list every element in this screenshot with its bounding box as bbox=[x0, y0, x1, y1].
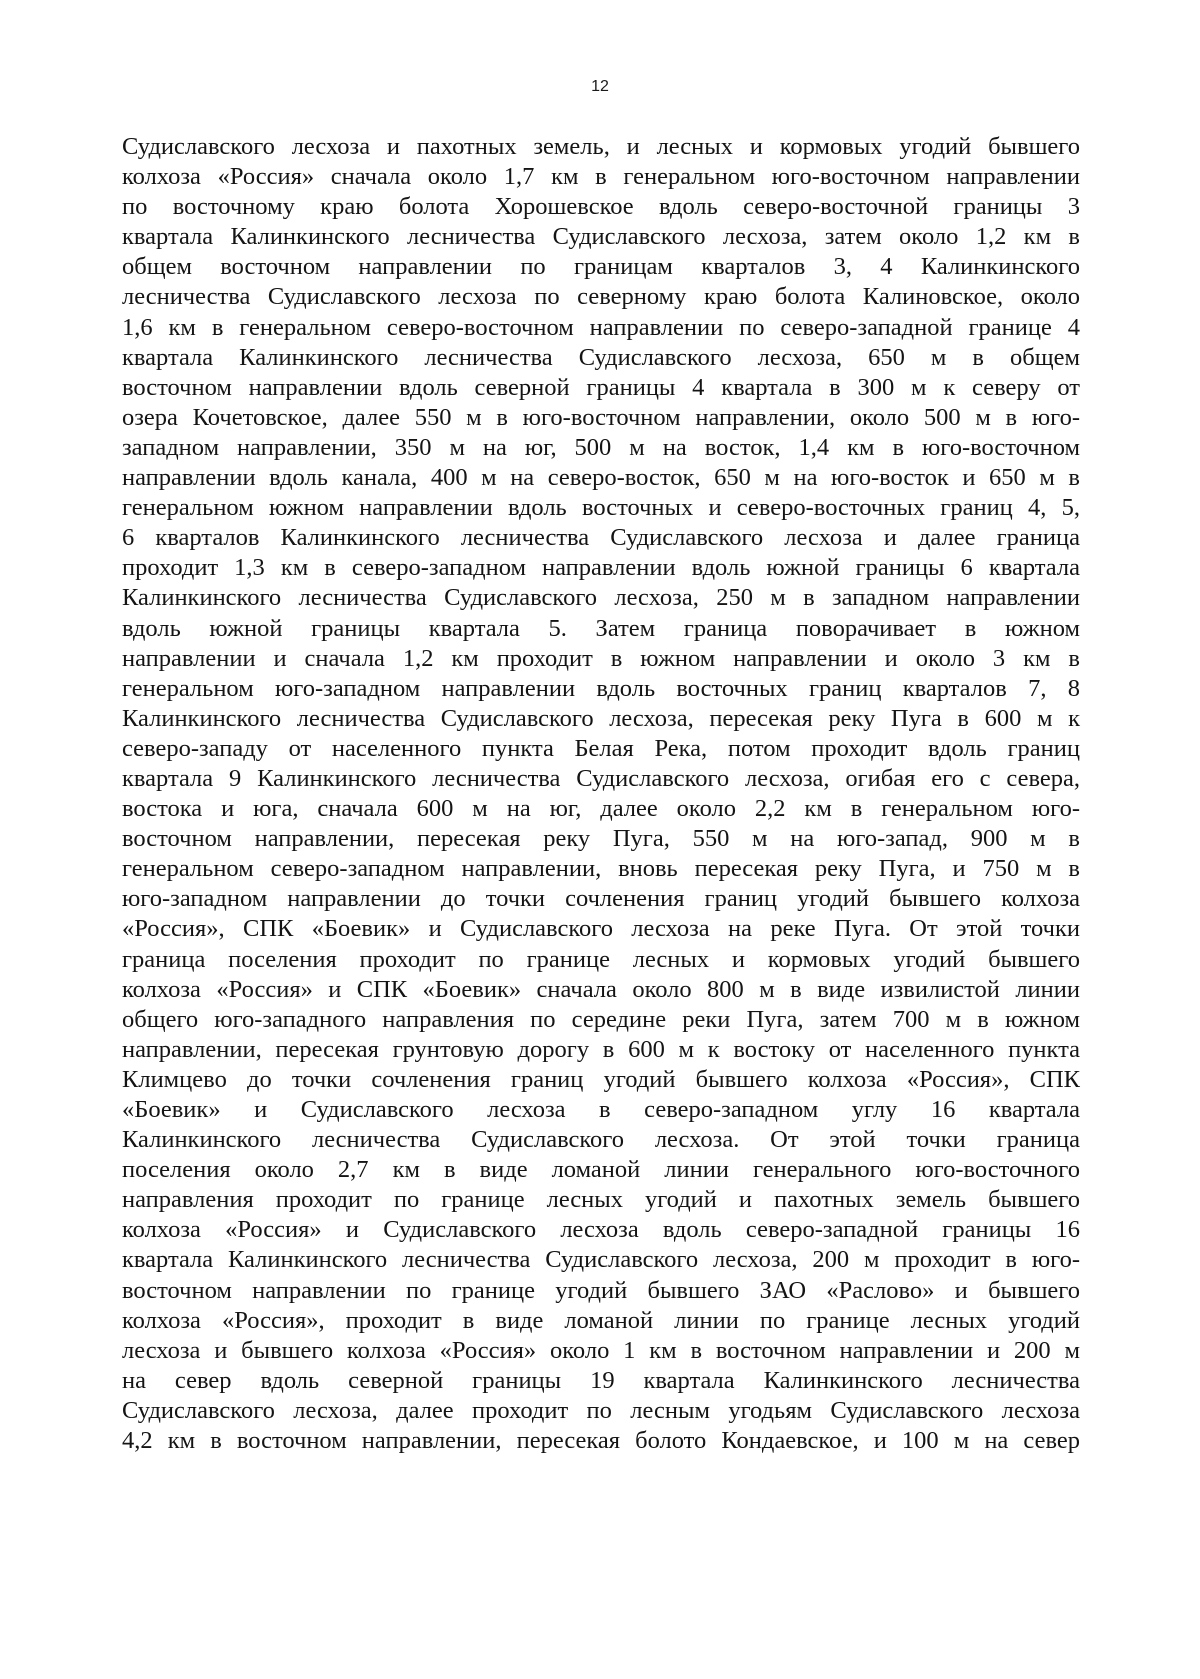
text-line: восточном направлении по границе угодий бывшего ЗАО «Раслово» и бывшего bbox=[122, 1276, 1080, 1304]
text-line: востока и юга, сначала 600 м на юг, далее около 2,2 км в генеральном юго- bbox=[122, 795, 1080, 823]
text-line: генеральном южном направлении вдоль восточных и северо-восточных границ 4, 5, bbox=[122, 494, 1080, 522]
text-line: северо-западу от населенного пункта Белая Река, потом проходит вдоль границ bbox=[122, 734, 1080, 762]
text-line: граница поселения проходит по границе лесных и кормовых угодий бывшего bbox=[122, 945, 1080, 973]
text-line: генеральном юго-западном направлении вдоль восточных границ кварталов 7, 8 bbox=[122, 674, 1080, 702]
text-line: западном направлении, 350 м на юг, 500 м на восток, 1,4 км в юго-восточном bbox=[122, 433, 1080, 461]
text-line: по восточному краю болота Хорошевское вдоль северо-восточной границы 3 bbox=[122, 193, 1080, 221]
text-line: восточном направлении, пересекая реку Пуга, 550 м на юго-запад, 900 м в bbox=[122, 825, 1080, 853]
text-line: Судиславского лесхоза, далее проходит по лесным угодьям Судиславского лесхоза bbox=[122, 1396, 1080, 1424]
text-line: Калинкинского лесничества Судиславского лесхоза, 250 м в западном направлении bbox=[122, 584, 1080, 612]
text-line: Калинкинского лесничества Судиславского лесхоза. От этой точки граница bbox=[122, 1126, 1080, 1154]
text-line: общего юго-западного направления по середине реки Пуга, затем 700 м в южном bbox=[122, 1005, 1080, 1033]
text-line: квартала 9 Калинкинского лесничества Судиславского лесхоза, огибая его с севера, bbox=[122, 764, 1080, 792]
text-line: лесхоза и бывшего колхоза «Россия» около 1 км в восточном направлении и 200 м bbox=[122, 1336, 1080, 1364]
text-line: юго-западном направлении до точки сочленения границ угодий бывшего колхоза bbox=[122, 885, 1080, 913]
text-line: проходит 1,3 км в северо-западном направлении вдоль южной границы 6 квартала bbox=[122, 554, 1080, 582]
text-line: колхоза «Россия» сначала около 1,7 км в генеральном юго-восточном направлении bbox=[122, 163, 1080, 191]
text-line: квартала Калинкинского лесничества Судиславского лесхоза, затем около 1,2 км в bbox=[122, 223, 1080, 251]
text-line: вдоль южной границы квартала 5. Затем граница поворачивает в южном bbox=[122, 614, 1080, 642]
text-line: колхоза «Россия», проходит в виде ломаной линии по границе лесных угодий bbox=[122, 1306, 1080, 1334]
text-line: поселения около 2,7 км в виде ломаной линии генерального юго-восточного bbox=[122, 1156, 1080, 1184]
text-line: 4,2 км в восточном направлении, пересекая болото Кондаевское, и 100 м на север bbox=[122, 1427, 1080, 1455]
text-line: направлении, пересекая грунтовую дорогу в 600 м к востоку от населенного пункта bbox=[122, 1035, 1080, 1063]
text-line: колхоза «Россия» и СПК «Боевик» сначала около 800 м в виде извилистой линии bbox=[122, 975, 1080, 1003]
text-line: направлении вдоль канала, 400 м на северо-восток, 650 м на юго-восток и 650 м в bbox=[122, 464, 1080, 492]
text-line: квартала Калинкинского лесничества Судиславского лесхоза, 200 м проходит в юго- bbox=[122, 1246, 1080, 1274]
text-line: Климцево до точки сочленения границ угодий бывшего колхоза «Россия», СПК bbox=[122, 1065, 1080, 1093]
text-line: лесничества Судиславского лесхоза по северному краю болота Калиновское, около bbox=[122, 283, 1080, 311]
text-line: квартала Калинкинского лесничества Судиславского лесхоза, 650 м в общем bbox=[122, 343, 1080, 371]
text-line: генеральном северо-западном направлении, вновь пересекая реку Пуга, и 750 м в bbox=[122, 855, 1080, 883]
text-line: на север вдоль северной границы 19 квартала Калинкинского лесничества bbox=[122, 1366, 1080, 1394]
text-line: «Россия», СПК «Боевик» и Судиславского лесхоза на реке Пуга. От этой точки bbox=[122, 915, 1080, 943]
text-line: направлении и сначала 1,2 км проходит в южном направлении и около 3 км в bbox=[122, 644, 1080, 672]
page-number: 12 bbox=[591, 78, 609, 95]
text-line: направления проходит по границе лесных угодий и пахотных земель бывшего bbox=[122, 1186, 1080, 1214]
text-line: Судиславского лесхоза и пахотных земель, и лесных и кормовых угодий бывшего bbox=[122, 133, 1080, 160]
text-line: восточном направлении вдоль северной границы 4 квартала в 300 м к северу от bbox=[122, 373, 1080, 401]
text-line: 1,6 км в генеральном северо-восточном направлении по северо-западной границе 4 bbox=[122, 313, 1080, 341]
text-line: колхоза «Россия» и Судиславского лесхоза вдоль северо-западной границы 16 bbox=[122, 1216, 1080, 1244]
text-line: «Боевик» и Судиславского лесхоза в северо-западном углу 16 квартала bbox=[122, 1096, 1080, 1123]
body-text bbox=[122, 132, 1080, 1456]
text-line: 6 кварталов Калинкинского лесничества Судиславского лесхоза и далее граница bbox=[122, 524, 1080, 552]
text-line: общем восточном направлении по границам кварталов 3, 4 Калинкинского bbox=[122, 253, 1080, 281]
text-line: Калинкинского лесничества Судиславского лесхоза, пересекая реку Пуга в 600 м к bbox=[122, 704, 1080, 732]
text-line: озера Кочетовское, далее 550 м в юго-восточном направлении, около 500 м в юго- bbox=[122, 403, 1080, 431]
